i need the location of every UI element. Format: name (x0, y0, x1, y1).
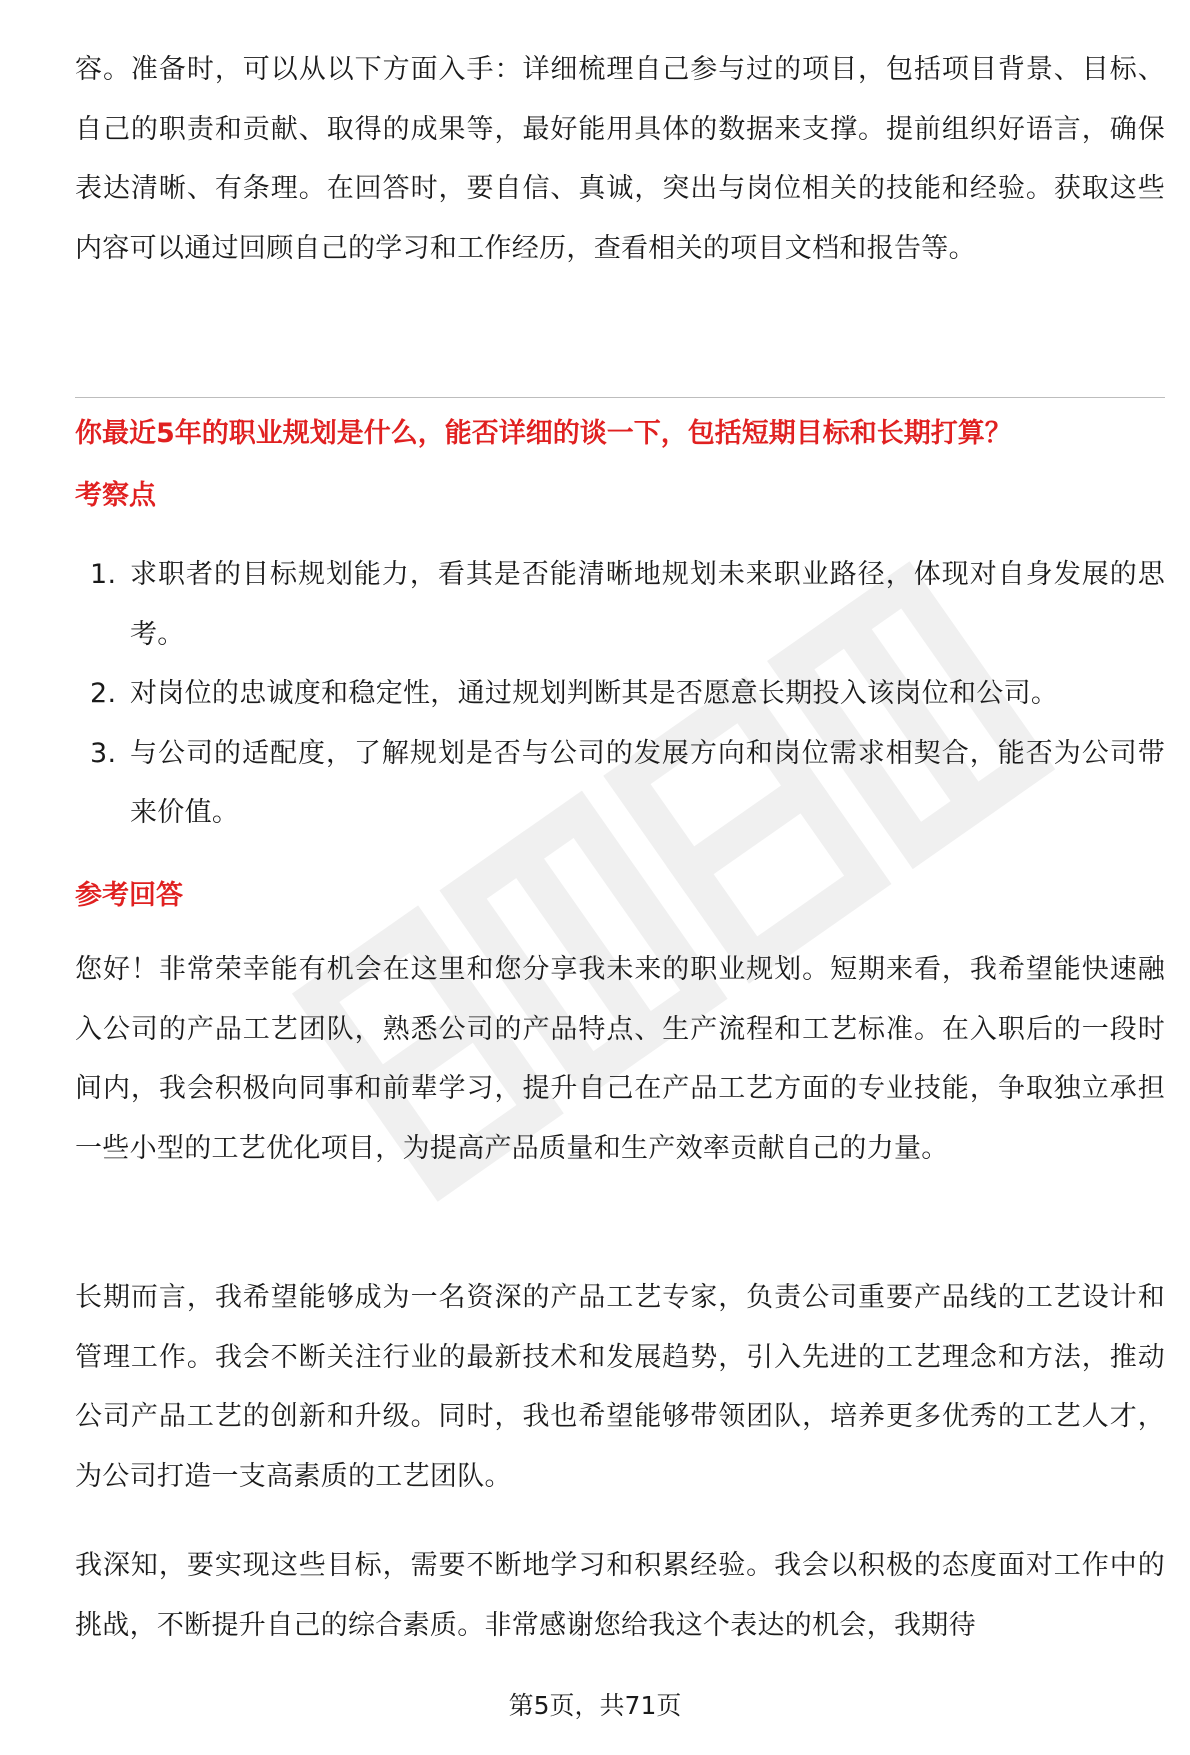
list-item-text: 求职者的目标规划能力，看其是否能清晰地规划未来职业路径，体现对自身发展的思考。 (130, 559, 1165, 650)
intro-paragraph: 容。准备时，可以从以下方面入手：详细梳理自己参与过的项目，包括项目背景、目标、自己的职责和贡献、取得的成果等，最好能用具体的数据来支撑。提前组织好语言，确保表达清晰、有条理。在回答时，要自信、真诚，突出与岗位相关的技能和经验。获取这些内容可以通过回顾自己的学习和工作经历，查看相关的项目文档和报告等。 (75, 54, 1165, 264)
section-divider (75, 397, 1165, 398)
list-item (75, 664, 1165, 724)
answer-paragraph: 我深知，要实现这些目标，需要不断地学习和积累经验。我会以积极的态度面对工作中的挑战，不断提升自己的综合素质。非常感谢您给我这个表达的机会，我期待 (75, 1550, 1165, 1641)
list-item-number: 2. (90, 678, 117, 709)
answer-paragraph-2-block (75, 1268, 1165, 1506)
assessment-list (75, 545, 1165, 843)
list-item-number: 1. (90, 559, 117, 590)
question-heading: 你最近5年的职业规划是什么，能否详细的谈一下，包括短期目标和长期打算？ (75, 418, 1012, 449)
intro-section (75, 40, 1165, 278)
list-item-number: 3. (90, 737, 117, 769)
page-number-footer: 第5页，共71页 (508, 1691, 682, 1720)
list-item (75, 724, 1165, 843)
list-item-text: 对岗位的忠诚度和稳定性，通过规划判断其是否愿意长期投入该岗位和公司。 (130, 678, 1059, 709)
list-item (75, 545, 1165, 664)
answer-paragraph-3-block (75, 1536, 1165, 1655)
answer-paragraph: 您好！非常荣幸能有机会在这里和您分享我未来的职业规划。短期来看，我希望能快速融入公司的产品工艺团队，熟悉公司的产品特点、生产流程和工艺标准。在入职后的一段时间内，我会积极向同事和前辈学习，提升自己在产品工艺方面的专业技能，争取独立承担一些小型的工艺优化项目，为提高产品质量和生产效率贡献自己的力量。 (75, 954, 1165, 1164)
list-item-text: 与公司的适配度，了解规划是否与公司的发展方向和岗位需求相契合，能否为公司带来价值。 (130, 737, 1165, 828)
assessment-label: 考察点 (75, 480, 156, 511)
answer-paragraph: 长期而言，我希望能够成为一名资深的产品工艺专家，负责公司重要产品线的工艺设计和管理工作。我会不断关注行业的最新技术和发展趋势，引入先进的工艺理念和方法，推动公司产品工艺的创新和升级。同时，我也希望能够带领团队，培养更多优秀的工艺人才，为公司打造一支高素质的工艺团队。 (75, 1282, 1165, 1492)
answer-label: 参考回答 (75, 880, 183, 911)
answer-paragraph-1-block (75, 940, 1165, 1178)
